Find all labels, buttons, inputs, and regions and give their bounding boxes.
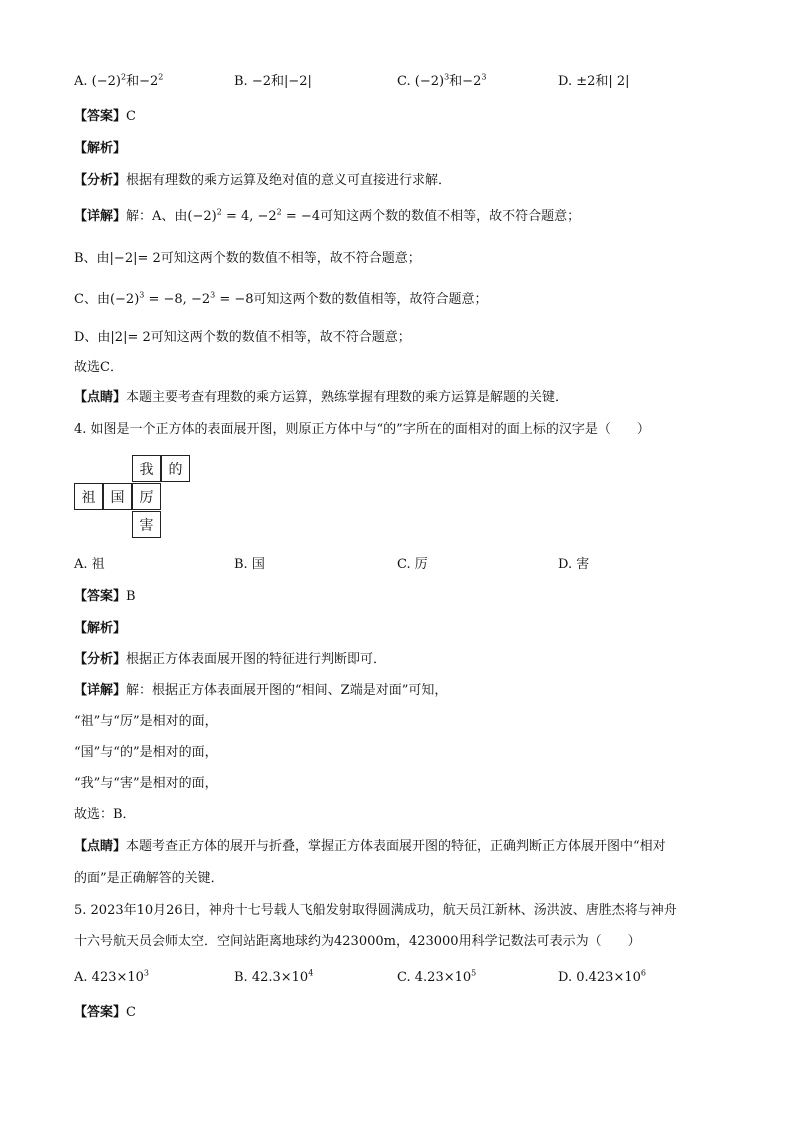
- option-text: 0.423×10: [576, 970, 641, 985]
- option-letter: B.: [234, 557, 248, 572]
- exponent: 2: [276, 207, 282, 217]
- q4-analysis: [74, 651, 386, 669]
- comment-tag: 【点睛】: [74, 390, 127, 405]
- option-letter: C.: [397, 970, 411, 985]
- q3-option-c: [397, 73, 486, 91]
- q5-answer: [74, 1004, 136, 1022]
- exponent: 3: [143, 968, 150, 978]
- q4-jiexi: [74, 620, 126, 638]
- option-letter: A.: [74, 74, 88, 89]
- q3-option-b: [234, 73, 312, 91]
- q5-stem-line1: 5. 2023年10月26日，神舟十七号载人飞船发射取得圆满成功，航天员江新林、汤洪波、唐胜杰将与神舟: [74, 903, 677, 918]
- detail-tag: 【详解】: [74, 209, 127, 224]
- detail-text: = −8, −2: [144, 292, 211, 307]
- detail-text: (−2): [109, 292, 140, 307]
- exponent: 3: [210, 290, 216, 300]
- option-text: 国: [251, 557, 265, 572]
- q3-option-a: [74, 73, 163, 91]
- q4-option-a: [74, 556, 105, 574]
- analysis-tag: 【分析】: [74, 173, 127, 188]
- option-text: −2和|−2|: [251, 74, 312, 89]
- option-text: 厉: [414, 557, 428, 572]
- exponent: 2: [216, 207, 222, 217]
- q4-option-c: [397, 556, 428, 574]
- detail-tag: 【详解】: [74, 683, 127, 698]
- answer-value: C: [126, 1005, 136, 1020]
- option-text: 祖: [91, 557, 105, 572]
- q3-comment: [74, 389, 568, 407]
- q3-detail-d: D、由|2|= 2可知这两个数的数值不相等，故不符合题意；: [74, 330, 411, 345]
- comment-text: 本题主要考查有理数的乘方运算，熟练掌握有理数的乘方运算是解题的关键．: [126, 390, 569, 405]
- jiexi-tag: 【解析】: [74, 621, 127, 636]
- jiexi-tag: 【解析】: [74, 141, 127, 156]
- q4-answer: [74, 588, 136, 606]
- q3-choose: 故选C．: [74, 360, 123, 375]
- option-letter: B.: [234, 74, 248, 89]
- answer-tag: 【答案】: [74, 1005, 127, 1020]
- exponent: 3: [481, 72, 487, 82]
- net-cell-hai: 害: [132, 511, 161, 538]
- analysis-text: 根据有理数的乘方运算及绝对值的意义可直接进行求解．: [126, 173, 452, 188]
- q5-stem-line2: 十六号航天员会师太空．空间站距离地球约为423000m，423000用科学记数法可表示为（ ）: [74, 934, 641, 949]
- option-text: 害: [576, 557, 590, 572]
- net-cell-li: 厉: [132, 483, 161, 510]
- option-letter: A.: [74, 557, 88, 572]
- detail-text: 解：根据正方体表面展开图的“相间、Z端是对面”可知，: [126, 683, 448, 698]
- comment-tag: 【点睛】: [74, 839, 127, 854]
- exponent: 2: [120, 72, 127, 82]
- option-text: ±2和| 2|: [576, 74, 630, 89]
- q4-pair-3: “我”与“害”是相对的面，: [74, 776, 218, 791]
- q3-analysis: [74, 172, 451, 190]
- exponent: 4: [308, 968, 314, 978]
- option-text: 4.23×10: [414, 970, 472, 985]
- detail-text: = 4, −2: [221, 209, 277, 224]
- option-text: 42.3×10: [251, 970, 309, 985]
- exponent: 2: [158, 72, 164, 82]
- detail-text: = −8可知这两个数的数值相等，故符合题意；: [215, 292, 488, 307]
- answer-value: B: [126, 589, 136, 604]
- option-letter: D.: [558, 557, 573, 572]
- analysis-tag: 【分析】: [74, 652, 127, 667]
- net-cell-wo: 我: [132, 455, 161, 482]
- answer-tag: 【答案】: [74, 589, 127, 604]
- q3-option-d: [558, 73, 630, 91]
- option-text: (−2): [91, 74, 121, 89]
- comment-text: 本题考查正方体的展开与折叠，掌握正方体表面展开图的特征，正确判断正方体展开图中“相对: [126, 839, 666, 854]
- q5-option-c: [397, 969, 476, 987]
- q4-option-b: [234, 556, 265, 574]
- answer-tag: 【答案】: [74, 109, 127, 124]
- option-text: 和−2: [449, 74, 482, 89]
- detail-text: = −4可知这两个数的数值不相等，故不符合题意；: [281, 209, 581, 224]
- exponent: 3: [139, 290, 145, 300]
- q4-pair-2: “国”与“的”是相对的面，: [74, 745, 218, 760]
- option-letter: C.: [397, 557, 411, 572]
- q5-option-b: [234, 969, 313, 987]
- q3-answer: [74, 108, 136, 126]
- q3-detail-b: B、由|−2|= 2可知这两个数的数值不相等，故不符合题意；: [74, 251, 421, 266]
- option-text: 423×10: [91, 970, 144, 985]
- net-cell-zu: 祖: [74, 483, 103, 510]
- detail-text: 解：A、由: [126, 209, 188, 224]
- q3-detail-a: [74, 208, 580, 226]
- q4-comment-line1: [74, 838, 666, 856]
- q4-comment-line2: 的面”是正确解答的关键．: [74, 871, 224, 886]
- analysis-text: 根据正方体表面展开图的特征进行判断即可．: [126, 652, 387, 667]
- option-text: 和−2: [126, 74, 159, 89]
- q3-jiexi: [74, 140, 126, 158]
- option-letter: D.: [558, 970, 573, 985]
- cube-net-diagram: [74, 455, 192, 539]
- net-cell-de: 的: [161, 455, 190, 482]
- q5-option-a: [74, 969, 149, 987]
- detail-text: (−2): [187, 209, 217, 224]
- exponent: 6: [640, 968, 646, 978]
- q3-detail-c: [74, 291, 488, 309]
- q4-stem: 4. 如图是一个正方体的表面展开图，则原正方体中与“的”字所在的面相对的面上标的汉字是（ ）: [74, 422, 650, 437]
- option-letter: C.: [397, 74, 411, 89]
- answer-value: C: [126, 109, 136, 124]
- option-letter: D.: [558, 74, 573, 89]
- net-cell-guo: 国: [103, 483, 132, 510]
- exponent: 3: [444, 72, 450, 82]
- q5-option-d: [558, 969, 646, 987]
- q4-detail: [74, 682, 447, 700]
- q4-pair-1: “祖”与“厉”是相对的面，: [74, 714, 218, 729]
- q4-option-d: [558, 556, 589, 574]
- q4-choose: 故选：B．: [74, 807, 136, 822]
- option-letter: B.: [234, 970, 248, 985]
- detail-text: C、由: [74, 292, 110, 307]
- exponent: 5: [471, 968, 477, 978]
- option-text: (−2): [414, 74, 445, 89]
- option-letter: A.: [74, 970, 88, 985]
